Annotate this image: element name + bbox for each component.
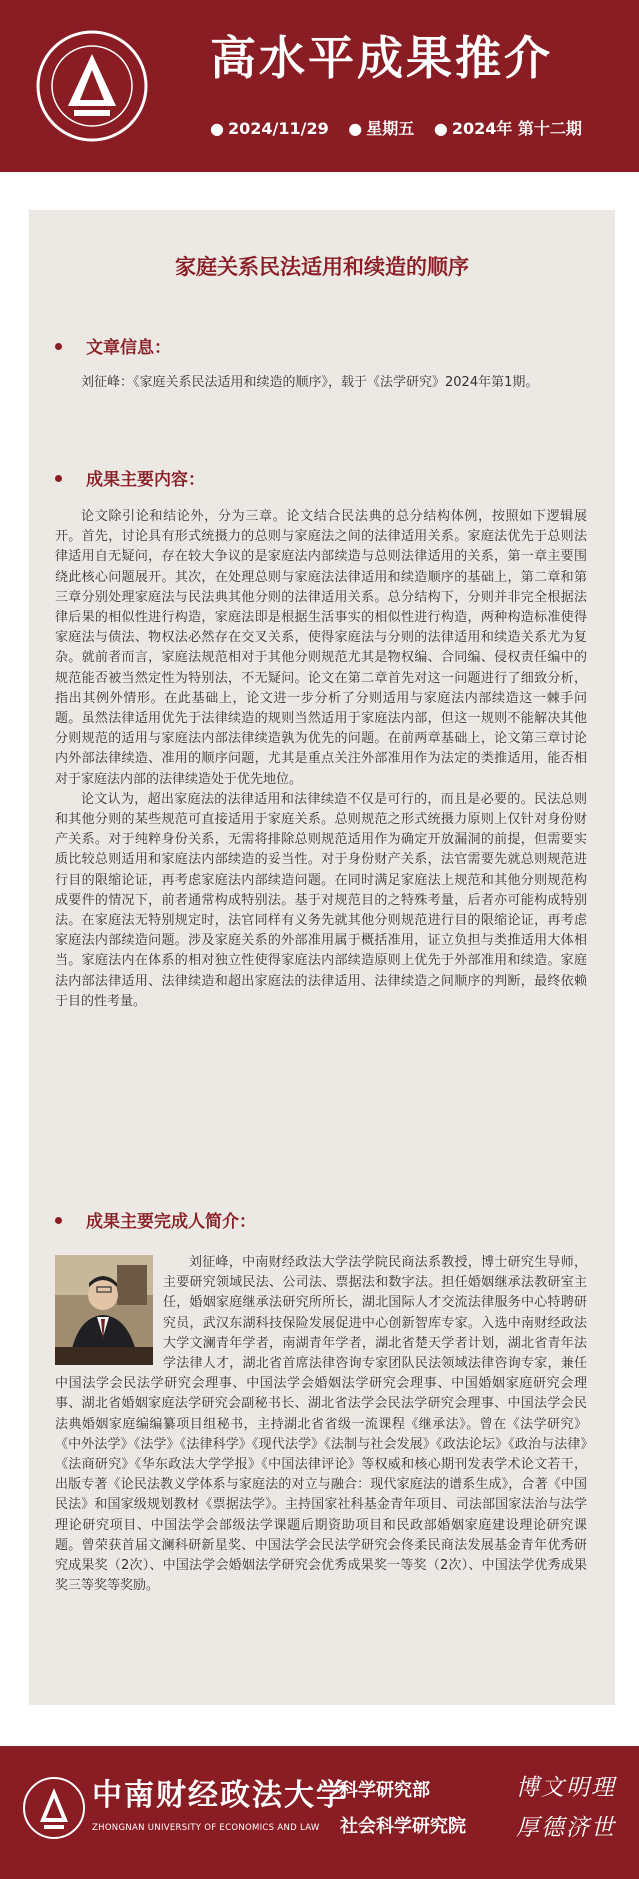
content-body — [55, 507, 587, 1012]
university-logo-icon — [22, 1776, 86, 1840]
content-paragraph: 论文除引论和结论外，分为三章。论文结合民法典的总分结构体例，按照如下逻辑展开。首先，讨论具有形式统摄力的总则与家庭法之间的法律适用关系。家庭法优先于总则法律适用自无疑问，存在较大争议的是家庭法内部续造与总则法律适用的关系，第一章主要围绕此核心问题展开。其次，在处理总则与家庭法法律适用和续造顺序的基础上，第二章和第三章分别处理家庭法与民法典其他分则的法律适用关系。总分结构下，分则并非完全根据法律后果的相似性进行构造，家庭法即是根据生活事实的相似性进行构造，两种构造标准使得家庭法与债法、物权法必然存在交叉关系，使得家庭法与分则的法律适用和续造关系尤为复杂。就前者而言，家庭法规范相对于其他分则规范尤其是物权编、合同编、侵权责任编中的规范能否被当然定性为特别法，不无疑问。论文在第二章首先对这一问题进行了细致分析，指出其例外情形。在此基础上，论文进一步分析了分则适用与家庭法内部续造这一棘手问题。虽然法律适用优先于法律续造的规则当然适用于家庭法内部，但这一规则不能解决其他分则规范的适用与家庭法内部法律续造孰为优先的问题。在前两章基础上，论文第三章讨论内外部法律续造、准用的顺序问题，尤其是重点关注外部准用作为法定的类推适用，能否相对于家庭法内部的法律续造处于优先地位。 — [55, 509, 587, 787]
author-bio-text: 刘征峰，中南财经政法大学法学院民商法系教授，博士研究生导师，主要研究领域民法、公司法、票据法和数字法。担任婚姻继承法教研室主任，婚姻家庭继承法研究所所长，湖北国际人才交流法律服务中心特聘研究员，武汉东湖科技保险发展促进中心创新智库专家。入选中南财经政法大学文澜青年学者，南湖青年学者，湖北省楚天学者计划，湖北省青年法学法律人才，湖北省首席法律咨询专家团队民法领域法律咨询专家，兼任中国法学会民法学研究会理事、中国法学会婚姻法学研究会理事、中国婚姻家庭研究会理事、湖北省婚姻家庭法学研究会副秘书长、湖北省法学会民法学研究会理事、中国法学会民法典婚姻家庭编编纂项目组秘书，主持湖北省省级一流课程《继承法》。曾在《法学研究》《中外法学》《法学》《法律科学》《现代法学》《法制与社会发展》《政法论坛》《政治与法律》《法商研究》《华东政法大学学报》《中国法律评论》等权威和核心期刊发表学术论文若干，出版专著《论民法教义学体系与家庭法的对立与融合：现代家庭法的谱系生成》，合著《中国民法》和国家级规划教材《票据法学》。主持国家社科基金青年项目、司法部国家法治与法学理论研究项目、中国法学会部级法学课题后期资助项目和民政部婚姻家庭建设理论研究课题。曾荣获首届文澜科研新星奖、中国法学会民法学研究会佟柔民商法发展基金青年优秀研究成果奖（2次）、中国法学会婚姻法学研究会优秀成果奖一等奖（2次）、中国法学优秀成果奖三等奖等奖励。 — [55, 1255, 587, 1594]
issue-line — [210, 118, 620, 140]
section-heading-info — [55, 336, 171, 360]
header-banner — [0, 0, 639, 172]
bullet-icon — [55, 343, 62, 350]
section-heading-label: 成果主要内容： — [86, 470, 205, 490]
author-bio — [55, 1253, 587, 1596]
article-info-text: 刘征峰：《家庭关系民法适用和续造的顺序》，载于《法学研究》2024年第1期。 — [81, 375, 539, 390]
footer-university-en: ZHONGNAN UNIVERSITY OF ECONOMICS AND LAW — [92, 1823, 320, 1833]
photo-spacer — [55, 1253, 163, 1369]
content-paragraph: 论文认为，超出家庭法的法律适用和法律续造不仅是可行的，而且是必要的。民法总则和其他分则的某些规范可直接适用于家庭关系。总则规范之形式统摄力原则上仅针对身份财产关系。对于纯粹身份关系，无需将排除总则规范适用作为确定开放漏洞的前提，但需要实质比较总则适用和家庭法内部续造的妥当性。对于身份财产关系，法官需要先就总则规范进行目的限缩论证，再考虑家庭法内部续造问题。在同时满足家庭法上规范和其他分则规范构成要件的情况下，前者通常构成特别法。基于对规范目的之特殊考量，后者亦可能构成特别法。在家庭法无特别规定时，法官同样有义务先就其他分则规范进行目的限缩论证，再考虑家庭法内部续造问题。涉及家庭关系的外部准用属于概括准用，证立负担与类推适用大体相当。家庭法内在体系的相对独立性使得家庭法内部续造原则上优先于外部准用和续造。家庭法内部法律适用、法律续造和超出家庭法的法律适用、法律续造之间顺序的判断，最终依赖于目的性考量。 — [55, 791, 587, 1009]
section-heading-label: 成果主要完成人简介： — [86, 1212, 256, 1232]
university-logo-icon — [36, 30, 148, 142]
bullet-icon — [55, 475, 62, 482]
issue-weekday: 星期五 — [366, 119, 415, 138]
footer-motto: 博文明理 — [516, 1775, 616, 1801]
bullet-icon: ● — [210, 119, 224, 138]
article-title: 家庭关系民法适用和续造的顺序 — [175, 254, 469, 279]
footer-banner — [0, 1746, 639, 1879]
footer-motto: 厚德济世 — [516, 1815, 616, 1841]
issue-number: 2024年 第十二期 — [451, 119, 582, 138]
bullet-icon — [55, 1217, 62, 1224]
issue-date: 2024/11/29 — [227, 119, 329, 138]
footer-university-name: 中南财经政法大学 — [92, 1778, 348, 1813]
bullet-icon: ● — [433, 119, 448, 138]
section-heading-content — [55, 468, 205, 492]
banner-title: 高水平成果推介 — [210, 31, 553, 85]
content-panel — [29, 210, 615, 1705]
bullet-icon: ● — [348, 119, 363, 138]
section-heading-author — [55, 1210, 256, 1234]
footer-department: 科学研究部 — [340, 1780, 430, 1801]
article-info — [55, 373, 587, 393]
section-heading-label: 文章信息： — [86, 338, 171, 358]
footer-department: 社会科学研究院 — [340, 1816, 466, 1837]
